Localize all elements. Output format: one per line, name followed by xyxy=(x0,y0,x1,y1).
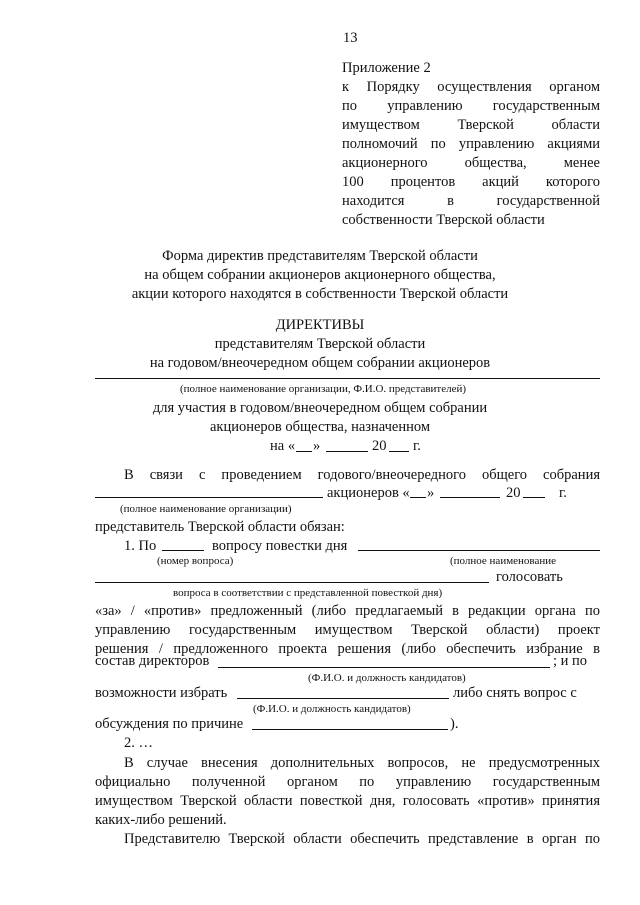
item2: 2. … xyxy=(124,735,153,751)
org-blank-line xyxy=(95,378,600,379)
para1-year-prefix: 20 xyxy=(506,485,521,501)
item1-reason-blank xyxy=(252,729,448,730)
day-blank xyxy=(296,451,312,452)
appendix-title: Приложение 2 xyxy=(342,60,431,76)
form-title-line: акции которого находятся в собственности Тверской области xyxy=(131,286,509,302)
item1-remove: либо снять вопрос с xyxy=(453,685,577,701)
form-title-line: на общем собрании акционеров акционерного общества, xyxy=(144,267,496,283)
appendix-line: акционерного общества, менее xyxy=(342,155,600,171)
item1-prefix: 1. По xyxy=(124,538,157,554)
para1-org-hint: (полное наименование организации) xyxy=(120,503,292,515)
year-blank xyxy=(389,451,409,452)
page-number: 13 xyxy=(343,30,358,46)
item1-number-blank xyxy=(162,550,204,551)
item1-candidates-hint: (Ф.И.О. и должность кандидатов) xyxy=(308,672,466,684)
para1-year-blank xyxy=(523,497,545,498)
year-prefix: 20 xyxy=(372,438,387,454)
item1-directors: состав директоров xyxy=(95,653,210,669)
appendix-line: имуществом Тверской области xyxy=(342,117,600,133)
directives-subtitle: на годовом/внеочередном общем собрании акционеров xyxy=(149,355,491,371)
month-blank xyxy=(326,451,368,452)
para1-line: В связи с проведением годового/внеочередного общего собрания xyxy=(124,467,600,483)
item1-line: управлению государственным имуществом Тверской области) проект xyxy=(95,622,600,638)
item1-agenda-blank xyxy=(358,550,600,551)
para1-obliged: представитель Тверской области обязан: xyxy=(95,519,345,535)
item1-agenda: вопросу повестки дня xyxy=(212,538,348,554)
item1-directors-blank xyxy=(218,667,550,668)
appendix-line: по управлению государственным xyxy=(342,98,600,114)
participation-line: для участия в годовом/внеочередном общем собрании xyxy=(152,400,488,416)
appendix-line: собственности Тверской области xyxy=(342,212,545,228)
para1-month-blank xyxy=(440,497,500,498)
appendix-line: находится в государственной xyxy=(342,193,600,209)
item1-discussion-end: ). xyxy=(450,716,459,732)
item1-if-possible: ; и по xyxy=(553,653,588,669)
para1-shareholders: акционеров « xyxy=(327,485,410,501)
para2-line: В случае внесения дополнительных вопросов, не предусмотренных xyxy=(124,755,600,771)
para1-quote-close: » xyxy=(427,485,435,501)
participation-line: акционеров общества, назначенном xyxy=(209,419,431,435)
para2-line: каких-либо решений. xyxy=(95,812,227,828)
item1-line: решения / предложенного проекта решения (либо обеспечить избрание в xyxy=(95,641,600,657)
item1-number-hint: (номер вопроса) xyxy=(157,555,234,567)
item1-elect-blank xyxy=(237,698,449,699)
item1-line: «за» / «против» предложенный (либо предлагаемый в редакции органа по xyxy=(95,603,600,619)
year-suffix: г. xyxy=(413,438,421,454)
directives-title: ДИРЕКТИВЫ xyxy=(275,317,365,333)
item1-candidates-hint: (Ф.И.О. и должность кандидатов) xyxy=(253,703,411,715)
para3-line: Представителю Тверской области обеспечить представление в орган по xyxy=(124,831,600,847)
para2-line: имуществом Тверской области повесткой дня, голосовать «против» принятия xyxy=(95,793,600,809)
form-title-line: Форма директив представителям Тверской области xyxy=(162,248,478,264)
appendix-line: 100 процентов акций которого xyxy=(342,174,600,190)
appendix-line: к Порядку осуществления органом xyxy=(342,79,600,95)
item1-agenda-hint: вопроса в соответствии с представленной повесткой дня) xyxy=(173,587,443,599)
para1-year-suffix: г. xyxy=(559,485,567,501)
para2-line: официально полученной органом по управлению государственным xyxy=(95,774,600,790)
date-mid: » xyxy=(313,438,321,454)
item1-elect: возможности избрать xyxy=(95,685,228,701)
para1-day-blank xyxy=(410,497,426,498)
item1-vote: голосовать xyxy=(496,569,563,585)
item1-discussion: обсуждения по причине xyxy=(95,716,244,732)
appendix-line: полномочий по управлению акциями xyxy=(342,136,600,152)
directives-subtitle: представителям Тверской области xyxy=(214,336,426,352)
item1-full-hint: (полное наименование xyxy=(450,555,557,567)
item1-question-blank xyxy=(95,582,489,583)
date-prefix: на « xyxy=(270,438,296,454)
para1-org-blank xyxy=(95,497,323,498)
org-hint: (полное наименование организации, Ф.И.О. представителей) xyxy=(180,383,467,395)
